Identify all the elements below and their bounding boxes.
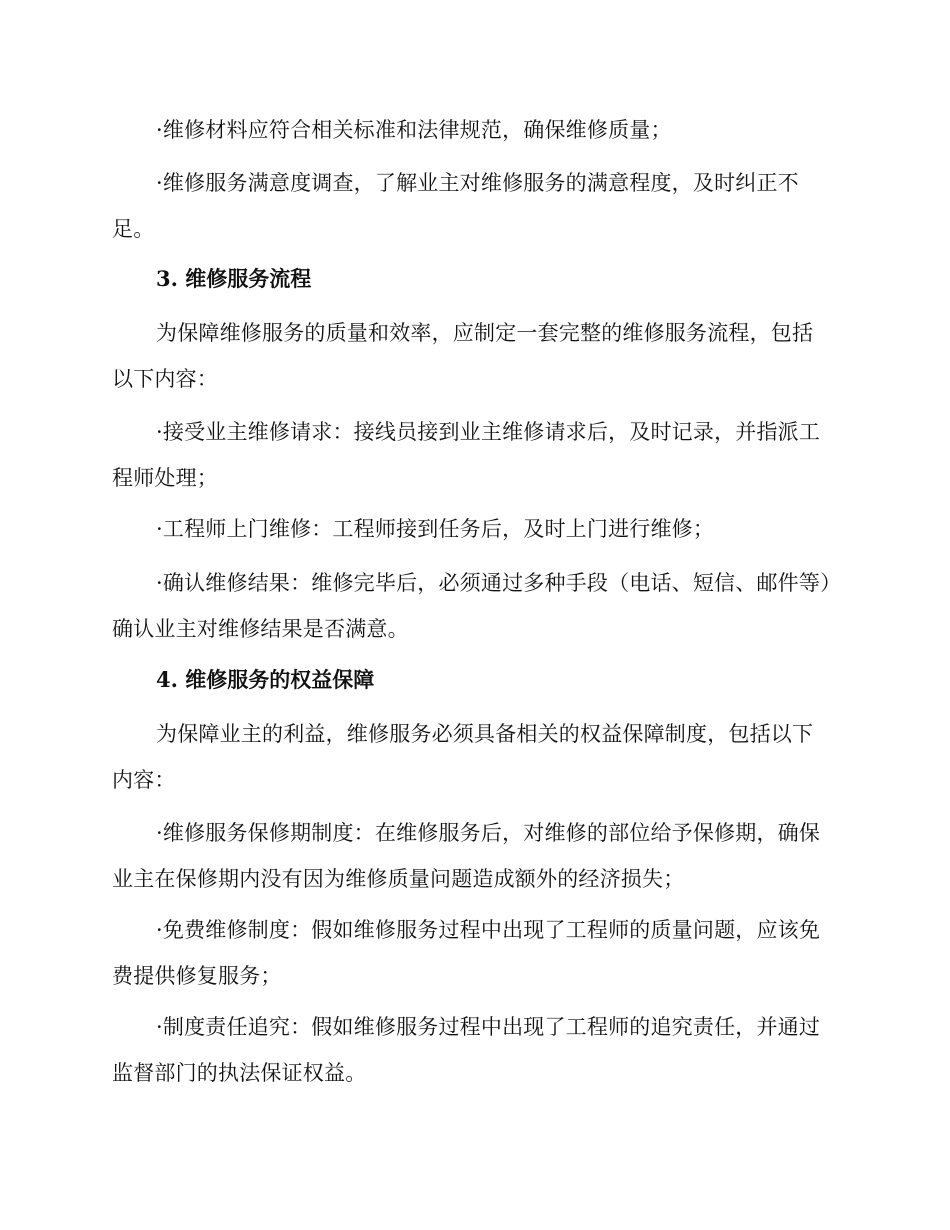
bullet-item: ·接受业主维修请求：接线员接到业主维修请求后，及时记录，并指派工程师处理； (112, 420, 821, 490)
paragraph: 为保障业主的利益，维修服务必须具备相关的权益保障制度，包括以下内容： (112, 722, 814, 792)
bullet-item: ·免费维修制度：假如维修服务过程中出现了工程师的质量问题，应该免费提供修复服务； (112, 918, 821, 988)
bullet-item: ·维修材料应符合相关标准和法律规范，确保维修质量； (156, 118, 672, 142)
bullet-item: ·确认维修结果：维修完毕后，必须通过多种手段（电话、短信、邮件等）确认业主对维修结果是否满意。 (112, 571, 831, 641)
section-heading: 4. 维修服务的权益保障 (156, 667, 375, 692)
paragraph: 为保障维修服务的质量和效率，应制定一套完整的维修服务流程，包括以下内容： (112, 321, 814, 391)
bullet-item: ·制度责任追究：假如维修服务过程中出现了工程师的追究责任，并通过监督部门的执法保证权益。 (112, 1015, 821, 1085)
bullet-item: ·维修服务保修期制度：在维修服务后，对维修的部位给予保修期，确保业主在保修期内没有因为维修质量问题造成额外的经济损失； (112, 821, 821, 891)
bullet-item: ·工程师上门维修：工程师接到任务后，及时上门进行维修； (156, 517, 715, 541)
bullet-item: ·维修服务满意度调查，了解业主对维修服务的满意程度，及时纠正不足。 (112, 171, 799, 241)
section-heading: 3. 维修服务流程 (156, 266, 312, 291)
